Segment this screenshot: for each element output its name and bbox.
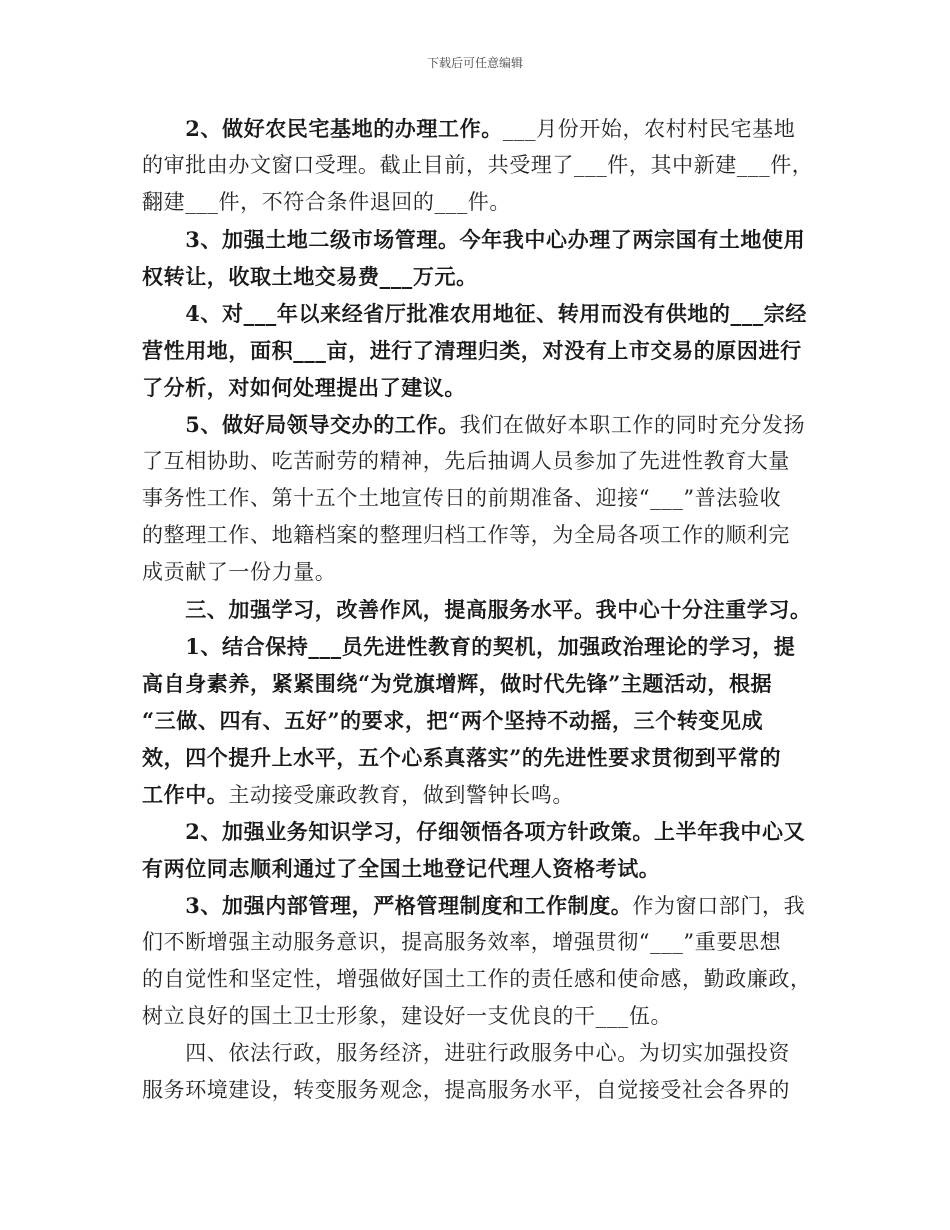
text-line: [142, 258, 822, 295]
text-line: [142, 221, 822, 258]
text-line: [142, 517, 822, 554]
bold-text: 效，四个提升上水平，五个心系真落实”的先进性要求贯彻到平常的: [142, 745, 782, 770]
bold-text: 2、做好农民宅基地的办理工作。: [142, 116, 503, 141]
body-text: 们不断增强主动服务意识，提高服务效率，增强贯彻“___”重要思想: [142, 930, 782, 954]
text-line: [142, 554, 822, 591]
body-text: 成贡献了一份力量。: [142, 560, 337, 584]
text-line: [142, 665, 822, 702]
body-text: 服务环境建设，转变服务观念，提高服务水平，自觉接受社会各界的: [142, 1078, 790, 1102]
text-line: [142, 443, 822, 480]
body-text: 的自觉性和坚定性，增强做好国土工作的责任感和使命感，勤政廉政，: [142, 967, 812, 991]
text-line: [142, 147, 822, 184]
text-line: [142, 887, 822, 924]
body-text: 了互相协助、吃苦耐劳的精神，先后抽调人员参加了先进性教育大量: [142, 449, 790, 473]
bold-text: 权转让，收取土地交易费___万元。: [142, 264, 478, 289]
text-line: [142, 850, 822, 887]
bold-text: “三做、四有、五好”的要求，把“两个坚持不动摇，三个转变见成: [142, 708, 764, 733]
text-line: [142, 591, 822, 628]
text-line: [142, 369, 822, 406]
bold-text: 1、结合保持___员先进性教育的契机，加强政治理论的学习，提: [142, 634, 796, 659]
text-line: [142, 406, 822, 443]
text-line: [142, 295, 822, 332]
bold-text: 4、对___年以来经省厅批准农用地征、转用而没有供地的___宗经: [142, 301, 808, 326]
body-text: 翻建___件，不符合条件退回的___件。: [142, 190, 511, 214]
bold-text: 高自身素养，紧紧围绕“为党旗增辉，做时代先锋”主题活动，根据: [142, 671, 773, 696]
text-line: [142, 998, 822, 1035]
text-line: [142, 776, 822, 813]
bold-text: 3、加强土地二级市场管理。今年我中心办理了两宗国有土地使用: [142, 227, 806, 252]
bold-text: 有两位同志顺利通过了全国土地登记代理人资格考试。: [142, 856, 661, 881]
bold-text: 三、加强学习，改善作风，提高服务水平。我中心十分注重学习。: [142, 597, 812, 622]
text-line: [142, 1035, 822, 1072]
document-body: [142, 110, 822, 1109]
body-text: 主动接受廉政教育，做到警钟长鸣。: [228, 783, 575, 807]
body-text: 我们在做好本职工作的同时充分发扬: [459, 413, 806, 437]
body-text: ___月份开始，农村村民宅基地: [502, 117, 796, 141]
body-text: 作为窗口部门，我: [632, 894, 806, 918]
text-line: [142, 332, 822, 369]
body-text: 的整理工作、地籍档案的整理归档工作等，为全局各项工作的顺利完: [142, 523, 790, 547]
text-line: [142, 702, 822, 739]
body-text: 事务性工作、第十五个土地宣传日的前期准备、迎接“___”普法验收: [142, 486, 782, 510]
text-line: [142, 628, 822, 665]
text-line: [142, 184, 822, 221]
text-line: [142, 1072, 822, 1109]
text-line: [142, 924, 822, 961]
bold-text: 工作中。: [142, 782, 229, 807]
text-line: [142, 110, 822, 147]
bold-text: 营性用地，面积___亩，进行了清理归类，对没有上市交易的原因进行: [142, 338, 802, 363]
bold-text: 了分析，对如何处理提出了建议。: [142, 375, 466, 400]
text-line: [142, 961, 822, 998]
body-text: 四、依法行政，服务经济，进驻行政服务中心。为切实加强投资: [142, 1041, 790, 1065]
text-line: [142, 480, 822, 517]
bold-text: 2、加强业务知识学习，仔细领悟各项方针政策。上半年我中心又: [142, 819, 806, 844]
page-header: 下载后可任意编辑: [426, 56, 523, 70]
bold-text: 3、加强内部管理，严格管理制度和工作制度。: [142, 893, 633, 918]
text-line: [142, 739, 822, 776]
body-text: 的审批由办文窗口受理。截止目前，共受理了___件，其中新建___件，: [142, 153, 814, 177]
body-text: 树立良好的国土卫士形象，建设好一支优良的干___伍。: [142, 1004, 673, 1028]
bold-text: 5、做好局领导交办的工作。: [142, 412, 460, 437]
text-line: [142, 813, 822, 850]
